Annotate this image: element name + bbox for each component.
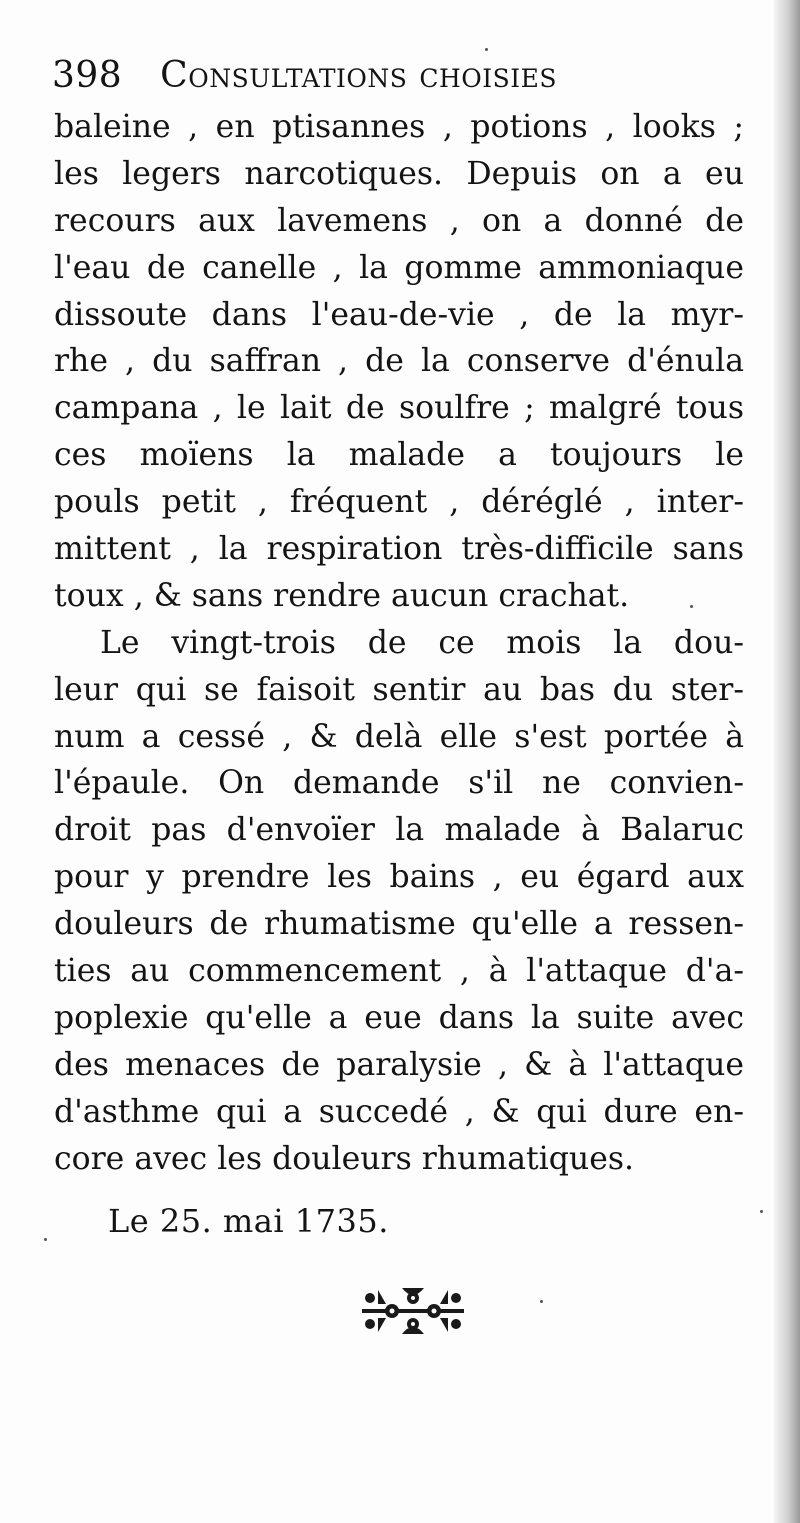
page-header — [52, 55, 752, 105]
text-line: pouls petit , fréquent , déréglé , inter- — [54, 484, 744, 521]
text-line: toux , & sans rendre aucun crachat. — [54, 577, 630, 614]
ink-speck — [44, 1238, 47, 1241]
ink-speck — [690, 605, 693, 608]
dateline: Le 25. mai 1735. — [108, 1202, 389, 1240]
text-line: ties au commencement , à l'attaque d'a- — [54, 953, 744, 990]
text-line: l'épaule. On demande s'il ne convien- — [54, 765, 744, 802]
text-line: recours aux lavemens , on a donné de — [54, 202, 744, 239]
text-line: leur qui se faisoit sentir au bas du ster- — [54, 671, 744, 708]
running-title: Consultations choisies — [160, 55, 558, 96]
text-line: d'asthme qui a succedé , & qui dure en- — [54, 1093, 744, 1130]
fleuron-ornament-icon — [358, 1284, 468, 1338]
body-text — [54, 104, 744, 1182]
text-line: core avec les douleurs rhumatiques. — [54, 1140, 635, 1177]
ink-speck — [485, 48, 488, 51]
text-line: l'eau de canelle , la gomme ammoniaque — [54, 249, 744, 286]
text-line: dissoute dans l'eau-de-vie , de la myr- — [54, 296, 744, 333]
page-number: 398 — [52, 55, 123, 96]
text-line: baleine , en ptisannes , potions , looks ; — [54, 109, 744, 145]
text-line: douleurs de rhumatisme qu'elle a ressen- — [54, 906, 744, 943]
ink-speck — [760, 1210, 763, 1213]
text-line: mittent , la respiration très-difficile sans — [54, 531, 744, 568]
page-edge-shadow — [774, 0, 800, 1523]
ink-speck — [540, 1300, 543, 1303]
text-line: Le vingt-trois de ce mois la dou- — [100, 624, 744, 661]
text-line: num a cessé , & delà elle s'est portée à — [54, 718, 744, 755]
text-line: poplexie qu'elle a eue dans la suite avec — [54, 999, 744, 1036]
text-line: rhe , du saffran , de la conserve d'énula — [54, 343, 744, 380]
text-line: pour y prendre les bains , eu égard aux — [54, 859, 744, 896]
text-line: des menaces de paralysie , & à l'attaque — [54, 1046, 744, 1083]
text-line: les legers narcotiques. Depuis on a eu — [54, 155, 744, 192]
text-line: campana , le lait de soulfre ; malgré tous — [54, 390, 744, 427]
text-line: droit pas d'envoïer la malade à Balaruc — [54, 812, 744, 849]
text-line: ces moïens la malade a toujours le — [54, 437, 744, 474]
